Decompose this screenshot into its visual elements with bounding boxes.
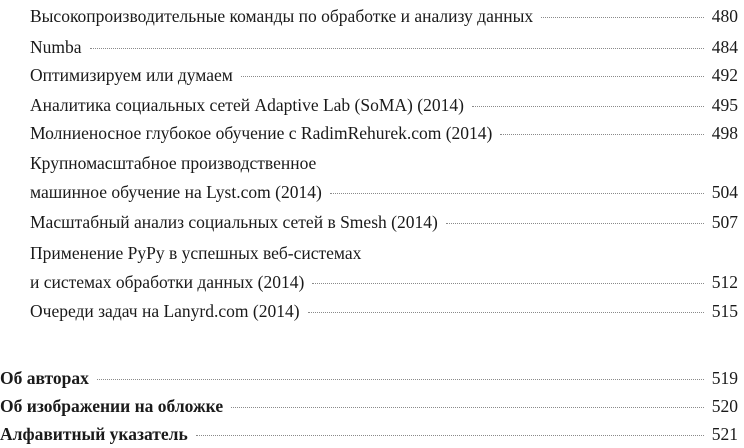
toc-entry-title: и системах обработки данных (2014) — [30, 272, 305, 292]
toc-entry-title: Очереди задач на Lanyrd.com (2014) — [30, 301, 300, 321]
toc-entry-title: Масштабный анализ социальных сетей в Smesh (2014) — [30, 212, 438, 232]
dot-leader — [541, 17, 704, 18]
dot-leader — [446, 223, 704, 224]
toc-entry-page: 515 — [711, 301, 738, 321]
toc-entry-page: 498 — [711, 123, 738, 143]
dot-leader — [241, 76, 704, 77]
toc-section[interactable] — [0, 396, 738, 416]
dot-leader — [312, 283, 703, 284]
toc-entry[interactable] — [30, 272, 738, 292]
toc-section-title: Об авторах — [0, 368, 89, 388]
toc-section-title: Об изображении на обложке — [0, 396, 224, 416]
toc-entry-page: 495 — [711, 95, 738, 115]
toc-entry[interactable] — [30, 65, 738, 85]
toc-section-page: 519 — [711, 368, 738, 388]
dot-leader — [308, 312, 704, 313]
dot-leader — [472, 106, 704, 107]
toc-section-page: 521 — [711, 424, 738, 444]
toc-entry-page: 504 — [711, 182, 738, 202]
toc-entry-title: Молниеносное глубокое обучение с RadimRehurek.com (2014) — [30, 123, 493, 143]
toc-entry[interactable] — [30, 6, 738, 26]
toc-entry-page: 507 — [711, 212, 738, 232]
toc-section[interactable] — [0, 424, 738, 444]
toc-entry-page: 484 — [711, 37, 738, 57]
dot-leader — [500, 134, 703, 135]
toc-entry[interactable] — [30, 95, 738, 115]
toc-entry[interactable] — [30, 37, 738, 57]
toc-entry[interactable] — [30, 182, 738, 202]
dot-leader — [330, 193, 704, 194]
toc-entry-title: машинное обучение на Lyst.com (2014) — [30, 182, 322, 202]
toc-entry-title: Высокопроизводительные команды по обработке и анализу данных — [30, 6, 534, 26]
toc-entry[interactable] — [30, 301, 738, 321]
toc-section-title: Алфавитный указатель — [0, 424, 188, 444]
toc-entry-page: 512 — [711, 272, 738, 292]
dot-leader — [90, 48, 704, 49]
toc-entry-title-line1: Крупномасштабное производственное — [30, 153, 317, 173]
toc-section[interactable] — [0, 368, 738, 388]
toc-entry-title: Оптимизируем или думаем — [30, 65, 233, 85]
toc-entry-title-line1: Применение PyPy в успешных веб-системах — [30, 243, 362, 263]
toc-entry[interactable] — [30, 123, 738, 143]
toc-entry-title: Аналитика социальных сетей Adaptive Lab (SoMA) (2014) — [30, 95, 464, 115]
toc-entry-title: Numba — [30, 37, 82, 57]
dot-leader — [231, 407, 704, 408]
toc-entry[interactable] — [30, 212, 738, 232]
dot-leader — [196, 435, 704, 436]
toc-entry-page: 492 — [711, 65, 738, 85]
toc-entry-page: 480 — [711, 6, 738, 26]
dot-leader — [97, 379, 704, 380]
toc-section-page: 520 — [711, 396, 738, 416]
